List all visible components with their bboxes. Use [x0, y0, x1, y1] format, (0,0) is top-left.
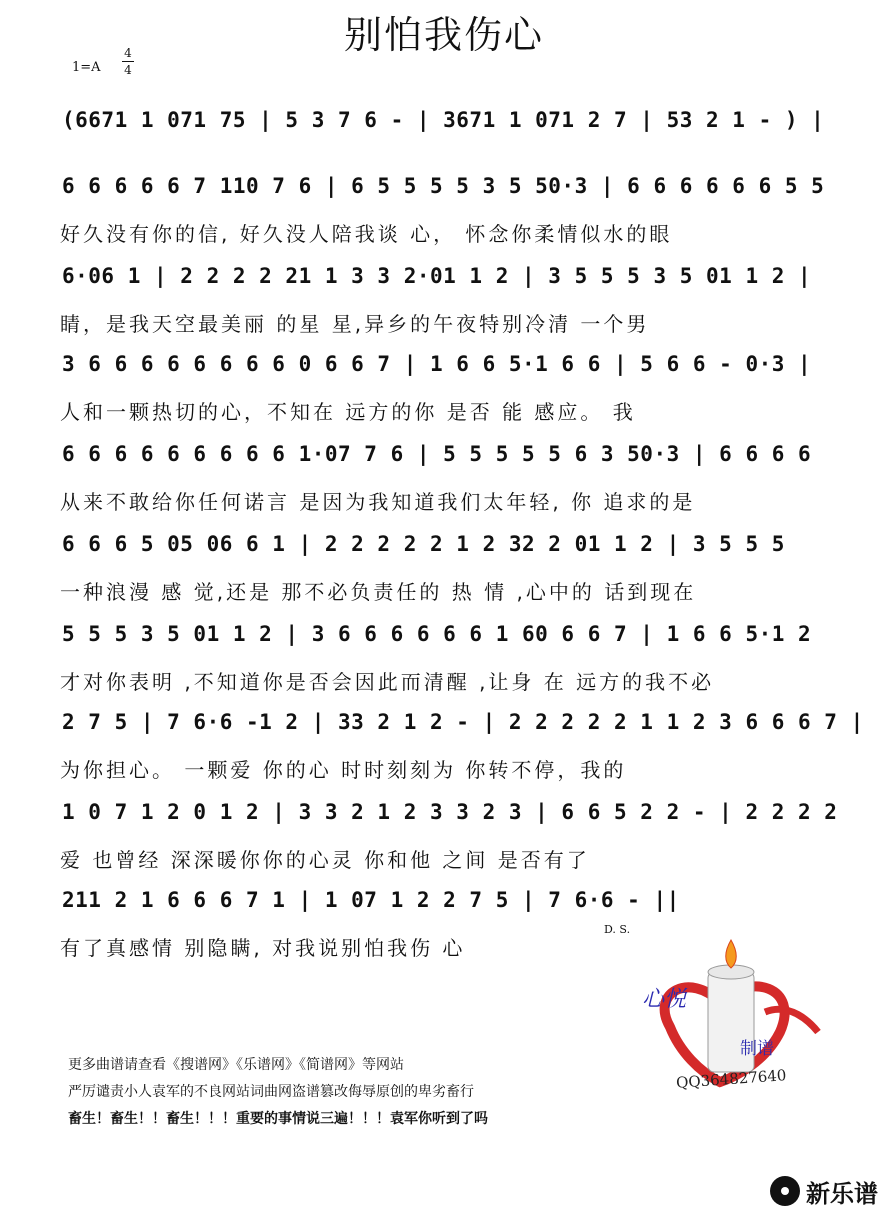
- time-signature-top: 4: [124, 46, 132, 60]
- notation-line: 6 6 6 6 6 6 6 6 6 1·07 7 6 | 5 5 5 5 5 6 3 50·3 | 6 6 6 6: [62, 442, 812, 466]
- record-disc-icon: [770, 1176, 800, 1206]
- notation-line: 6 6 6 5 05 06 6 1 | 2 2 2 2 2 1 2 32 2 01 1 2 | 3 5 5 5: [62, 532, 785, 556]
- notation-line: 6·06 1 | 2 2 2 2 21 1 3 3 2·01 1 2 | 3 5 5 5 3 5 01 1 2 |: [62, 264, 812, 288]
- notice-line: 畜生！畜生！！畜生！！！重要的事情说三遍！！！袁军你听到了吗: [68, 1111, 488, 1127]
- notation-line: 211 2 1 6 6 6 7 1 | 1 07 1 2 2 7 5 | 7 6·6 - ||: [62, 888, 680, 912]
- lyrics-line: 有了真感情 别隐瞒, 对我说别怕我伤 心: [60, 936, 466, 960]
- notice-line: 严厉谴责小人袁军的不良网站词曲网盗谱篡改侮辱原创的卑劣畜行: [68, 1084, 474, 1100]
- candle-heart-icon: [640, 932, 830, 1092]
- lyrics-line: 人和一颗热切的心，不知在 远方的你 是否 能 感应。 我: [60, 400, 636, 424]
- lyrics-line: 为你担心。 一颗爱 你的心 时时刻刻为 你转不停，我的: [60, 758, 627, 782]
- ds-mark: D. S.: [604, 923, 631, 936]
- lyrics-line: 爱 也曾经 深深暖你你的心灵 你和他 之间 是否有了: [60, 848, 590, 872]
- candle-logo: [640, 932, 830, 1092]
- notation-line: 5 5 5 3 5 01 1 2 | 3 6 6 6 6 6 6 1 60 6 6 7 | 1 6 6 5·1 2: [62, 622, 812, 646]
- qq-number: QQ364827640: [675, 1066, 787, 1092]
- brand-name: 新乐谱: [806, 1179, 878, 1208]
- time-signature-bar: [122, 61, 134, 62]
- badge-calligraphy: 心悦: [642, 987, 687, 1012]
- lyrics-line: 从来不敢给你任何诺言 是因为我知道我们太年轻, 你 追求的是: [60, 490, 696, 514]
- lyrics-line: 好久没有你的信, 好久没人陪我谈 心， 怀念你柔情似水的眼: [60, 222, 673, 246]
- notation-line: (6671 1 071 75 | 5 3 7 6 - | 3671 1 071 2 7 | 53 2 1 - ) |: [62, 108, 825, 132]
- notation-line: 1 0 7 1 2 0 1 2 | 3 3 2 1 2 3 3 2 3 | 6 6 5 2 2 - | 2 2 2 2: [62, 800, 838, 824]
- lyrics-line: 一种浪漫 感 觉,还是 那不必负责任的 热 情 ,心中的 话到现在: [60, 580, 697, 604]
- time-signature: [122, 46, 134, 77]
- badge-label: 制谱: [740, 1039, 774, 1059]
- notation-line: 6 6 6 6 6 7 110 7 6 | 6 5 5 5 5 3 5 50·3 | 6 6 6 6 6 6 5 5: [62, 174, 825, 198]
- site-brand: [770, 1173, 878, 1209]
- key-signature: 1=A: [72, 60, 101, 75]
- lyrics-line: 才对你表明 ,不知道你是否会因此而清醒 ,让身 在 远方的我不必: [60, 670, 715, 694]
- notation-line: 3 6 6 6 6 6 6 6 6 0 6 6 7 | 1 6 6 5·1 6 6 | 5 6 6 - 0·3 |: [62, 352, 812, 376]
- notice-line: 更多曲谱请查看《搜谱网》《乐谱网》《简谱网》等网站: [68, 1057, 404, 1073]
- lyrics-line: 睛，是我天空最美丽 的星 星,异乡的午夜特别冷清 一个男: [60, 312, 650, 336]
- notation-line: 2 7 5 | 7 6·6 -1 2 | 33 2 1 2 - | 2 2 2 2 2 1 1 2 3 6 6 6 7 |: [62, 710, 864, 734]
- song-title: 别怕我伤心: [343, 13, 544, 57]
- time-signature-bottom: 4: [124, 63, 132, 77]
